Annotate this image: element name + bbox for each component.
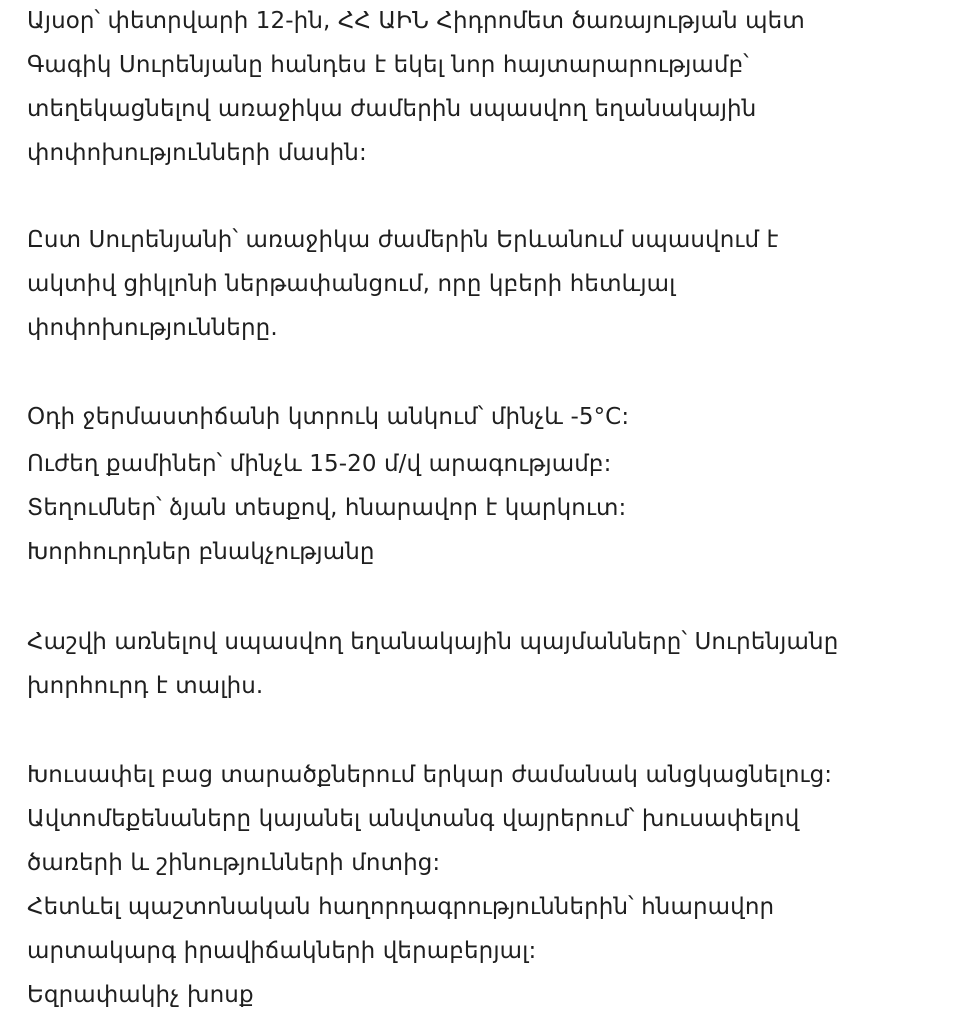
text-line: Հետևել պաշտոնական հաղորդագրություններին՝ հնարավոր: [27, 894, 775, 920]
section-heading: Խորհուրդներ բնակչությանը: [27, 539, 375, 565]
text-line: ծառերի և շինությունների մոտից:: [27, 850, 441, 876]
text-line: Օդի ջերմաստիճանի կտրուկ անկում՝ մինչև -5°C:: [27, 404, 630, 430]
text-line: Խուսափել բաց տարածքներում երկար ժամանակ անցկացնելուց:: [27, 762, 833, 788]
text-line: Այսօր՝ փետրվարի 12-ին, ՀՀ ԱԻՆ Հիդրոմետ ծառայության պետ: [27, 8, 805, 34]
text-line: Ըստ Սուրենյանի՝ առաջիկա ժամերին Երևանում սպասվում է: [27, 227, 779, 253]
text-line: Հաշվի առնելով սպասվող եղանակային պայմանները՝ Սուրենյանը: [27, 629, 839, 655]
text-line: տեղեկացնելով առաջիկա ժամերին սպասվող եղանակային: [27, 96, 757, 122]
text-line: Ավտոմեքենաները կայանել անվտանգ վայրերում՝ խուսափելով: [27, 806, 800, 832]
text-line: փոփոխությունների մասին:: [27, 140, 367, 166]
text-line: Ուժեղ քամիներ՝ մինչև 15-20 մ/վ արագությամբ:: [27, 451, 612, 477]
text-line: փոփոխությունները.: [27, 315, 278, 341]
text-line: ակտիվ ցիկլոնի ներթափանցում, որը կբերի հետևյալ: [27, 271, 676, 297]
section-heading: Եզրափակիչ խոսք: [27, 982, 254, 1008]
text-line: Գագիկ Սուրենյանը հանդես է եկել նոր հայտարարությամբ՝: [27, 52, 749, 78]
text-line: արտակարգ իրավիճակների վերաբերյալ:: [27, 938, 537, 964]
text-line: Տեղումներ՝ ձյան տեսքով, հնարավոր է կարկուտ:: [27, 495, 627, 521]
text-line: խորհուրդ է տալիս.: [27, 673, 264, 699]
